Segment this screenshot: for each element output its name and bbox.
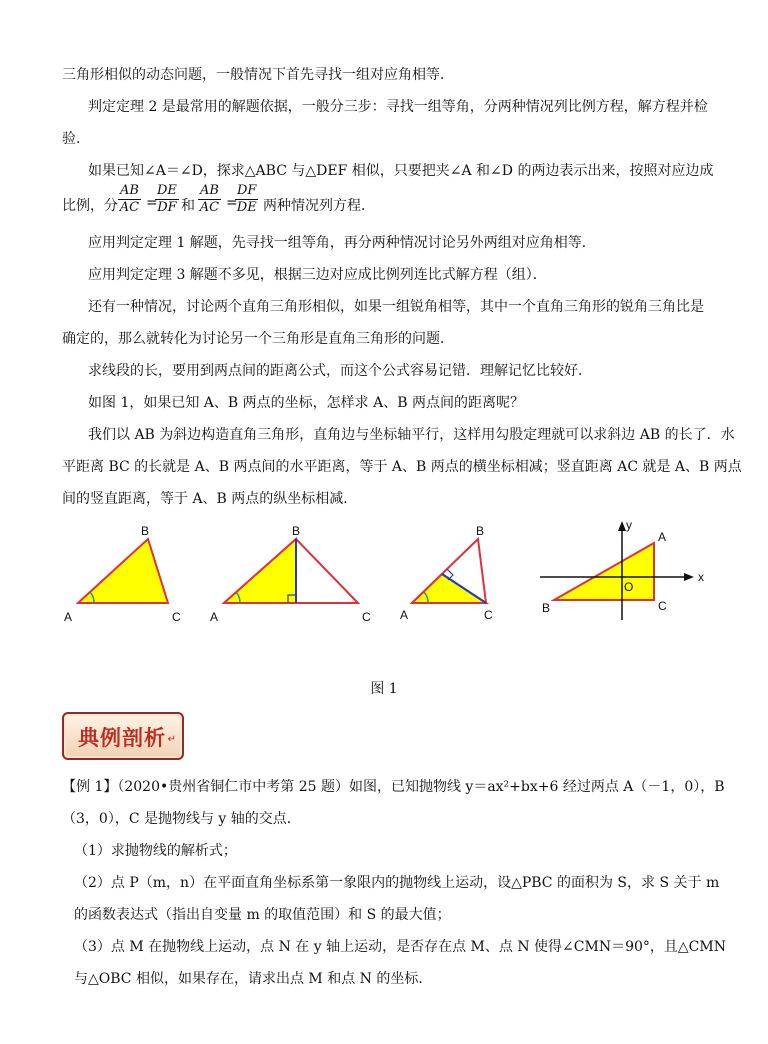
- label-x-axis: x: [698, 570, 704, 584]
- label-C: C: [658, 599, 667, 613]
- section-badge-title: 典例剖析: [78, 726, 166, 750]
- example-part-3-line2: 与△OBC 相似，如果存在，请求出点 M 和点 N 的坐标．: [74, 971, 433, 987]
- label-C: C: [362, 610, 371, 624]
- fraction-ab-ac-2: [198, 183, 221, 216]
- section-badge: [62, 712, 184, 760]
- paragraph-right-triangle-line2: 确定的，那么就转化为讨论另一个三角形是直角三角形的问题．: [62, 331, 454, 347]
- label-origin: O: [624, 580, 634, 594]
- label-y-axis: y: [626, 518, 632, 532]
- fraction-df-de: [235, 183, 258, 216]
- example-part-2-line2: 的函数表达式（指出自变量 m 的取值范围）和 S 的最大值；: [74, 907, 451, 923]
- label-C: C: [172, 610, 181, 624]
- fraction-numerator: AB: [120, 183, 139, 198]
- fraction-de-df: [155, 183, 179, 216]
- label-C: C: [484, 608, 493, 622]
- paragraph-theorem2-line1: 判定定理 2 是最常用的解题依据，一般分三步：寻找一组等角，分两种情况列比例方程，解方程并检: [88, 99, 708, 115]
- paragraph-hypotenuse-line3: 间的竖直距离，等于 A、B 两点的纵坐标相减．: [62, 491, 358, 507]
- triangle-with-altitude: [210, 524, 371, 624]
- fraction-numerator: AB: [200, 183, 219, 198]
- paragraph-right-triangle-line1: 还有一种情况，讨论两个直角三角形相似，如果一组锐角相等，其中一个直角三角形的锐角三角比是: [88, 299, 704, 315]
- paragraph-theorem1: 应用判定定理 1 解题，先寻找一组等角，再分两种情况讨论另外两组对应角相等．: [88, 235, 596, 251]
- paragraph-figure1-question: 如图 1，如果已知 A、B 两点的坐标，怎样求 A、B 两点间的距离呢？: [88, 395, 524, 411]
- paragraph-hypotenuse-line1: 我们以 AB 为斜边构造直角三角形，直角边与坐标轴平行，这样用勾股定理就可以求斜边 AB 的长了．水: [88, 427, 735, 443]
- paragraph-similar-line2-prefix: 比例，分: [62, 198, 118, 214]
- fraction-denominator: AC: [199, 200, 220, 215]
- equals-sign: =: [226, 195, 238, 211]
- fraction-numerator: DE: [157, 183, 177, 198]
- triangle-acute: [64, 524, 181, 624]
- label-B: B: [542, 601, 551, 615]
- label-A: A: [658, 530, 667, 544]
- paragraph-theorem3: 应用判定定理 3 解题不多见，根据三边对应成比例列连比式解方程（组）．: [88, 267, 547, 283]
- equals-sign: =: [146, 195, 158, 211]
- label-B: B: [292, 524, 301, 538]
- fraction-denominator: DE: [236, 200, 257, 215]
- fraction-ab-ac: [118, 183, 141, 216]
- label-A: A: [400, 608, 409, 622]
- fraction-numerator: DF: [237, 183, 257, 198]
- figure-1-diagrams: [56, 515, 716, 630]
- label-A: A: [210, 610, 219, 624]
- figure-caption: 图 1: [370, 681, 398, 697]
- triangle-right-with-altitude: [400, 524, 493, 622]
- fraction-denominator: AC: [119, 200, 140, 215]
- paragraph-intro: 三角形相似的动态问题，一般情况下首先寻找一组对应角相等．: [62, 67, 454, 83]
- paragraph-similar-line1: 如果已知∠A＝∠D，探求△ABC 与△DEF 相似，只要把夹∠A 和∠D 的两边表示出来，按照对应边成: [88, 163, 714, 179]
- example-part-2-line1: （2）点 P（m，n）在平面直角坐标系第一象限内的抛物线上运动，设△PBC 的面积为 S，求 S 关于 m: [74, 875, 720, 891]
- example-part-1: （1）求抛物线的解析式；: [74, 843, 237, 859]
- paragraph-distance-formula: 求线段的长，要用到两点间的距离公式，而这个公式容易记错．理解记忆比较好．: [88, 363, 592, 379]
- paragraph-hypotenuse-line2: 平距离 BC 的长就是 A、B 两点间的水平距离，等于 A、B 两点的横坐标相减；竖直距离 AC 就是 A、B 两点: [62, 459, 742, 475]
- label-A: A: [64, 610, 73, 624]
- example-part-3-line1: （3）点 M 在抛物线上运动，点 N 在 y 轴上运动，是否存在点 M、点 N 使得∠CMN＝90°，且△CMN: [74, 939, 726, 955]
- label-B: B: [141, 524, 150, 538]
- example-line-2: （3，0），C 是抛物线与 y 轴的交点．: [62, 811, 301, 827]
- label-B: B: [476, 524, 485, 538]
- and-word: 和: [181, 198, 195, 214]
- coordinate-right-triangle: [540, 518, 704, 620]
- paragraph-theorem2-line2: 验．: [62, 131, 90, 147]
- paragraph-similar-line2-suffix: 两种情况列方程．: [263, 198, 375, 214]
- fraction-denominator: DF: [157, 200, 177, 215]
- return-mark-icon: ↵: [167, 734, 176, 745]
- example-line-1: 【例 1】（2020•贵州省铜仁市中考第 25 题）如图，已知抛物线 y＝ax²+bx+6 经过两点 A（－1，0），B: [62, 779, 725, 795]
